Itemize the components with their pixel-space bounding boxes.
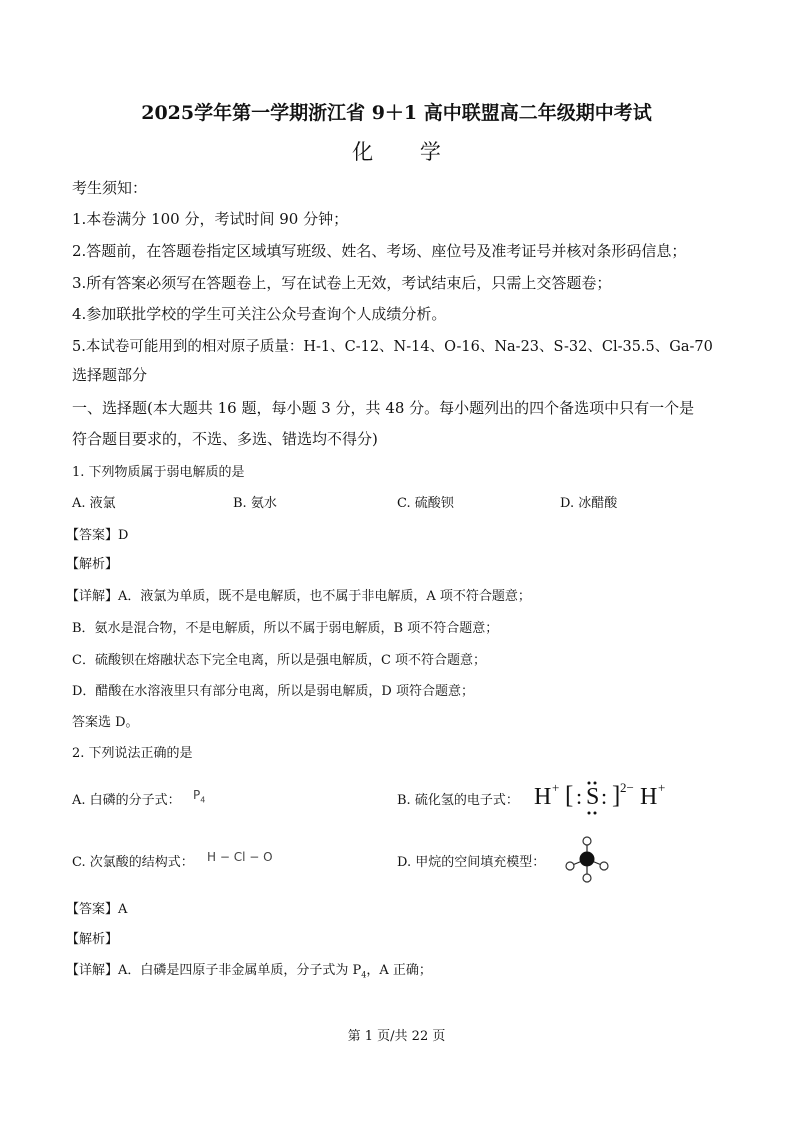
- question-1-detail-1: 【详解】A．液氯为单质，既不是电解质，也不属于非电解质，A 项不符合题意；: [66, 589, 531, 604]
- question-2-option-a-label: A. 白磷的分子式：: [72, 793, 181, 808]
- question-1-conclusion: 答案选 D。: [72, 715, 139, 730]
- hypochlorous-acid-structural-formula: H − Cl − O: [207, 850, 273, 864]
- question-2-detail-1: 【详解】A．白磷是四原子非金属单质，分子式为 $P_4$，A 正确；: [66, 963, 432, 980]
- methane-space-filling-model-image: [564, 836, 610, 882]
- question-1-option-b: B. 氨水: [233, 496, 277, 511]
- exam-title: 2025学年第一学期浙江省 9＋1 高中联盟高二年级期中考试: [141, 102, 652, 124]
- sulfur-lone-pair-dots: [586, 780, 598, 816]
- part-heading: 选择题部分: [72, 366, 148, 384]
- page-number: 第 1 页/共 22 页: [347, 1029, 446, 1044]
- question-1-option-a: A. 液氯: [72, 496, 116, 511]
- notice-item-1: 1.本卷满分 100 分，考试时间 90 分钟；: [72, 210, 349, 228]
- section-instructions-line2: 符合题目要求的，不选、多选、错选均不得分): [72, 430, 378, 448]
- white-phosphorus-formula: $P_4$: [193, 788, 206, 805]
- question-2-option-d-label: D. 甲烷的空间填充模型：: [397, 855, 546, 870]
- question-1-detail-3: C．硫酸钡在熔融状态下完全电离，所以是强电解质，C 项不符合题意；: [72, 653, 487, 668]
- question-1-option-c: C. 硫酸钡: [397, 496, 454, 511]
- question-1-option-d: D. 冰醋酸: [560, 496, 618, 511]
- question-1-detail-4: D．醋酸在水溶液里只有部分电离，所以是弱电解质，D 项符合题意；: [72, 684, 474, 699]
- question-1-detail-2: B．氨水是混合物，不是电解质，所以不属于弱电解质，B 项不符合题意；: [72, 621, 499, 636]
- h2s-electron-formula: H + [ : S : ] 2− H +: [534, 780, 666, 810]
- notice-heading: 考生须知：: [72, 179, 148, 197]
- question-2-option-c-label: C. 次氯酸的结构式：: [72, 855, 194, 870]
- question-1-answer: 【答案】D: [66, 528, 129, 543]
- notice-item-5: 5.本试卷可能用到的相对原子质量：H-1、C-12、N-14、O-16、Na-23、S-32、Cl-35.5、Ga-70: [72, 339, 713, 355]
- notice-item-4: 4.参加联批学校的学生可关注公众号查询个人成绩分析。: [72, 305, 447, 323]
- notice-item-3: 3.所有答案必须写在答题卷上，写在试卷上无效，考试结束后，只需上交答题卷；: [72, 274, 612, 292]
- question-1-stem: 1. 下列物质属于弱电解质的是: [72, 465, 245, 480]
- question-2-stem: 2. 下列说法正确的是: [72, 746, 193, 761]
- question-2-answer: 【答案】A: [66, 902, 128, 917]
- subject-title: 化 学: [352, 140, 461, 164]
- section-instructions-line1: 一、选择题(本大题共 16 题，每小题 3 分，共 48 分。每小题列出的四个备选项中只有一个是: [72, 399, 695, 417]
- question-2-analysis-label: 【解析】: [66, 932, 119, 947]
- question-2-option-b-label: B. 硫化氢的电子式：: [397, 793, 519, 808]
- question-1-analysis-label: 【解析】: [66, 557, 119, 572]
- notice-item-2: 2.答题前，在答题卷指定区域填写班级、姓名、考场、座位号及准考证号并核对条形码信息；: [72, 242, 687, 260]
